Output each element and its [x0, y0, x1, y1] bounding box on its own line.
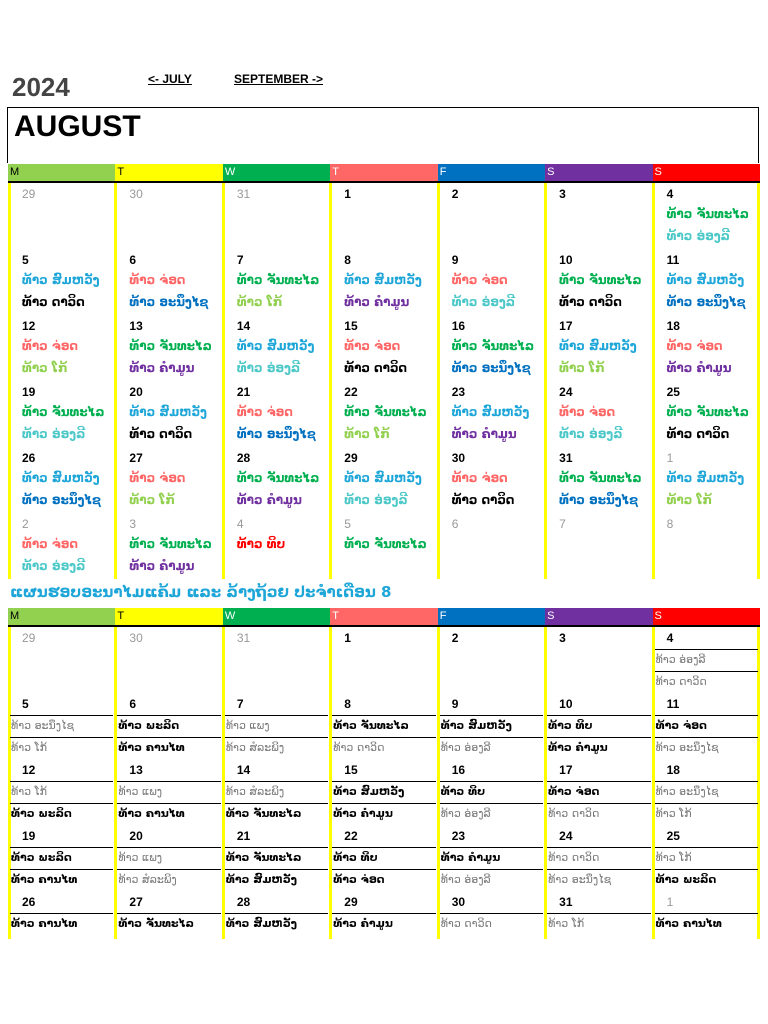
cal1-assignee: ທ້າວ ຈ່ອດ [22, 339, 78, 353]
cal1-day-number: 1 [666, 451, 674, 465]
cal1-day-number: 21 [236, 385, 251, 399]
cal2-assignee: ທ້າວ ສໍລະພິງ [117, 869, 220, 891]
cal2-assignee: ທ້າວ ພະລິດ [10, 847, 113, 869]
cal2-day-number: 25 [666, 829, 680, 843]
cal2-day-number: 5 [22, 697, 29, 711]
cal2-weekday-2: W [223, 608, 330, 625]
cal1-assignee: ທ້າວ ສົມຫວັງ [236, 339, 315, 353]
cal2-day-number: 27 [129, 895, 143, 909]
cal1-assignee: ທ້າວ ຈ່ອດ [451, 471, 508, 485]
cal2-assignee: ທ້າວ ດາວິດ [440, 913, 543, 935]
cal1-assignee: ທ້າວ ຈ່ອດ [129, 273, 186, 287]
cal2-assignee: ທ້າວ ສົມຫວັງ [225, 913, 328, 935]
cal2-day-number: 26 [22, 895, 36, 909]
cal2-day-number: 14 [236, 763, 251, 777]
cal2-day-number: 7 [236, 697, 244, 711]
cal1-weekday-4: F [438, 164, 545, 181]
cal1-assignee: ທ້າວ ອະນຶງໄຊ [236, 427, 316, 441]
cal2-assignee: ທ້າວ ອ່ອງລີ [440, 803, 543, 825]
cal1-assignee: ທ້າວ ດາວິດ [344, 361, 407, 375]
cal2-day-number: 11 [666, 697, 680, 711]
cal1-assignee: ທ້າວ ສົມຫວັງ [666, 471, 745, 485]
cal1-assignee: ທ້າວ ຈັນທະໄລ [451, 339, 535, 353]
cal1-day-number: 17 [559, 319, 573, 333]
cal1-assignee: ທ້າວ ຈັນທະໄລ [236, 471, 320, 485]
cal1-day-number: 8 [666, 517, 674, 531]
cal2-assignee: ທ້າວ ແພງ [117, 847, 220, 869]
cal1-assignee: ທ້າວ ອ່ອງລີ [451, 295, 516, 309]
cal2-assignee: ທ້າວ ໂກ້ [655, 847, 758, 869]
cal1-day-number: 28 [236, 451, 251, 465]
cal1-assignee: ທ້າວ ທິບ [236, 537, 286, 551]
cal2-day-number: 13 [129, 763, 143, 777]
cal2-weekday-6: S [653, 608, 760, 625]
cal1-assignee: ທ້າວ ຈ່ອດ [129, 471, 186, 485]
cal2-day-number: 4 [666, 631, 674, 645]
cal2-assignee: ທ້າວ ຄຳມູນ [332, 803, 435, 825]
cal2-assignee: ທ້າວ ຄຳມູນ [332, 913, 435, 935]
cal1-assignee: ທ້າວ ຄຳມູນ [344, 295, 410, 309]
cal1-day-number: 19 [22, 385, 36, 399]
cal2-day-number: 21 [236, 829, 251, 843]
cal1-assignee: ທ້າວ ຄຳມູນ [236, 493, 302, 507]
cal1-day-number: 16 [451, 319, 466, 333]
cal2-assignee: ທ້າວ ສົມຫວັງ [225, 869, 328, 891]
cal2-day-number: 3 [559, 631, 566, 645]
cal1-column-divider [757, 183, 760, 579]
cal1-assignee: ທ້າວ ອ່ອງລີ [236, 361, 301, 375]
cal2-assignee: ທ້າວ ຈັນທະໄລ [332, 715, 435, 737]
cal1-assignee: ທ້າວ ອະນຶງໄຊ [129, 295, 209, 309]
cal2-assignee: ທ້າວ ຄານໄທ [117, 803, 220, 825]
cal2-day-number: 12 [22, 763, 36, 777]
cal2-assignee: ທ້າວ ດາວິດ [655, 671, 758, 693]
cal1-column-divider [544, 183, 547, 579]
cal2-assignee: ທ້າວ ຈ່ອດ [332, 869, 435, 891]
cal2-assignee: ທ້າວ ດາວິດ [332, 737, 435, 759]
cal1-day-number: 26 [22, 451, 36, 465]
cal1-assignee: ທ້າວ ຄຳມູນ [666, 361, 732, 375]
cal2-assignee: ທ້າວ ຄານໄທ [655, 913, 758, 935]
cal2-assignee: ທ້າວ ສົມຫວັງ [332, 781, 435, 803]
cal1-weekday-0: M [8, 164, 115, 181]
cal1-assignee: ທ້າວ ສົມຫວັງ [129, 405, 208, 419]
cal2-weekday-4: F [438, 608, 545, 625]
cal1-day-number: 12 [22, 319, 36, 333]
cal1-assignee: ທ້າວ ສົມຫວັງ [666, 273, 745, 287]
cal1-day-number: 7 [236, 253, 244, 267]
cal2-day-number: 31 [236, 631, 251, 645]
cal1-weekday-3: T [330, 164, 437, 181]
cal2-assignee: ທ້າວ ແພງ [225, 715, 328, 737]
cal1-day-number: 6 [451, 517, 459, 531]
cal1-day-number: 3 [559, 187, 566, 201]
cal1-day-number: 8 [344, 253, 351, 267]
cal2-assignee: ທ້າວ ອ່ອງລີ [440, 869, 543, 891]
cal1-day-number: 4 [666, 187, 674, 201]
cal2-day-number: 8 [344, 697, 351, 711]
cal1-assignee: ທ້າວ ຄຳມູນ [129, 559, 195, 573]
cal1-weekday-5: S [545, 164, 652, 181]
cal1-day-number: 18 [666, 319, 680, 333]
cal1-column-divider [329, 183, 332, 579]
cal1-assignee: ທ້າວ ຈັນທະໄລ [129, 339, 212, 353]
cal1-assignee: ທ້າວ ອ່ອງລີ [22, 427, 86, 441]
cal2-assignee: ທ້າວ ໂກ້ [655, 803, 758, 825]
cal1-day-number: 27 [129, 451, 143, 465]
cal1-day-number: 7 [559, 517, 566, 531]
cal1-assignee: ທ້າວ ດາວິດ [22, 295, 85, 309]
cal1-assignee: ທ້າວ ສົມຫວັງ [22, 471, 100, 485]
cal2-day-number: 17 [559, 763, 573, 777]
cal1-day-number: 10 [559, 253, 573, 267]
cal2-day-number: 18 [666, 763, 680, 777]
cal2-day-number: 15 [344, 763, 358, 777]
cal1-weekday-1: T [115, 164, 222, 181]
cal1-assignee: ທ້າວ ໂກ້ [559, 361, 605, 375]
cal2-assignee: ທ້າວ ອ່ອງລີ [655, 649, 758, 671]
cal1-day-number: 6 [129, 253, 137, 267]
cal1-day-number: 2 [22, 517, 29, 531]
cal2-assignee: ທ້າວ ຄານໄທ [10, 913, 113, 935]
cal1-assignee: ທ້າວ ອ່ອງລີ [559, 427, 623, 441]
cal1-day-number: 4 [236, 517, 244, 531]
weekday-header-2 [8, 608, 760, 627]
cal1-day-number: 5 [22, 253, 29, 267]
next-month-link[interactable]: SEPTEMBER -> [234, 72, 324, 86]
cal1-assignee: ທ້າວ ອະນຶງໄຊ [559, 493, 639, 507]
cal1-day-number: 2 [451, 187, 459, 201]
cal1-day-number: 13 [129, 319, 143, 333]
cal1-assignee: ທ້າວ ຈັນທະໄລ [22, 405, 105, 419]
cal1-assignee: ທ້າວ ສົມຫວັງ [344, 471, 422, 485]
cal1-assignee: ທ້າວ ຄຳມູນ [129, 361, 195, 375]
cal2-assignee: ທ້າວ ໂກ້ [547, 913, 650, 935]
cal2-assignee: ທ້າວ ຄານໄທ [117, 737, 220, 759]
cal2-weekday-1: T [115, 608, 222, 625]
cal2-assignee: ທ້າວ ອະນຶງໄຊ [655, 781, 758, 803]
cal2-assignee: ທ້າວ ສໍລະພິງ [225, 781, 328, 803]
cal1-assignee: ທ້າວ ຈ່ອດ [22, 537, 78, 551]
cal1-assignee: ທ້າວ ຈ່ອດ [559, 405, 616, 419]
cal1-day-number: 30 [451, 451, 466, 465]
cal2-day-number: 19 [22, 829, 36, 843]
cal1-day-number: 31 [236, 187, 251, 201]
cal2-assignee: ທ້າວ ສໍລະພິງ [225, 737, 328, 759]
cal2-day-number: 16 [451, 763, 466, 777]
cal2-assignee: ທ້າວ ພະລິດ [655, 869, 758, 891]
cal2-assignee: ທ້າວ ຈັນທະໄລ [117, 913, 220, 935]
cal1-day-number: 31 [559, 451, 573, 465]
cal1-assignee: ທ້າວ ໂກ້ [344, 427, 390, 441]
cal2-day-number: 1 [344, 631, 351, 645]
cal1-assignee: ທ້າວ ຈ່ອດ [666, 339, 723, 353]
cal1-day-number: 29 [22, 187, 36, 201]
calendar-grid-1 [8, 183, 760, 579]
cal1-assignee: ທ້າວ ສົມຫວັງ [344, 273, 422, 287]
cal1-assignee: ທ້າວ ອ່ອງລີ [344, 493, 408, 507]
cal1-day-number: 23 [451, 385, 466, 399]
cal2-weekday-3: T [330, 608, 437, 625]
cal1-assignee: ທ້າວ ຈັນທະໄລ [559, 273, 642, 287]
cal1-assignee: ທ້າວ ຈ່ອດ [236, 405, 293, 419]
cal2-assignee: ທ້າວ ຄຳມູນ [547, 737, 650, 759]
cal1-assignee: ທ້າວ ສົມຫວັງ [451, 405, 530, 419]
cal1-day-number: 24 [559, 385, 573, 399]
cal1-column-divider [652, 183, 655, 579]
cal2-assignee: ທ້າວ ຈັນທະໄລ [225, 847, 328, 869]
cal2-day-number: 30 [129, 631, 143, 645]
cal1-assignee: ທ້າວ ອ່ອງລີ [666, 229, 730, 243]
cal2-day-number: 28 [236, 895, 251, 909]
cal1-assignee: ທ້າວ ໂກ້ [129, 493, 175, 507]
cal2-assignee: ທ້າວ ແພງ [117, 781, 220, 803]
cal1-assignee: ທ້າວ ໂກ້ [666, 493, 713, 507]
cal1-day-number: 14 [236, 319, 251, 333]
cal2-day-number: 9 [451, 697, 459, 711]
cal1-assignee: ທ້າວ ຈັນທະໄລ [559, 471, 642, 485]
cal1-column-divider [114, 183, 117, 579]
section-title: ແຜນຮອບອະນາໄມແຄ້ມ ແລະ ລ້າງຖ້ວຍ ປະຈຳເດືອນ 8 [10, 583, 392, 601]
cal2-day-number: 2 [451, 631, 459, 645]
cal1-day-number: 11 [666, 253, 680, 267]
cal1-day-number: 15 [344, 319, 358, 333]
cal2-weekday-0: M [8, 608, 115, 625]
cal1-assignee: ທ້າວ ຈັນທະໄລ [666, 405, 750, 419]
cal2-assignee: ທ້າວ ຈ່ອດ [547, 781, 650, 803]
cal2-day-number: 23 [451, 829, 466, 843]
cal1-assignee: ທ້າວ ໂກ້ [236, 295, 283, 309]
cal1-assignee: ທ້າວ ຈ່ອດ [344, 339, 401, 353]
cal2-day-number: 22 [344, 829, 358, 843]
cal1-assignee: ທ້າວ ຈັນທະໄລ [344, 405, 427, 419]
month-header [7, 107, 759, 163]
cal1-assignee: ທ້າວ ດາວິດ [451, 493, 515, 507]
cal2-assignee: ທ້າວ ອະນຶງໄຊ [547, 869, 650, 891]
cal1-assignee: ທ້າວ ອະນຶງໄຊ [22, 493, 101, 507]
cal2-assignee: ທ້າວ ພະລິດ [10, 803, 113, 825]
cal2-day-number: 10 [559, 697, 573, 711]
cal1-column-divider [437, 183, 440, 579]
cal1-assignee: ທ້າວ ຈັນທະໄລ [129, 537, 212, 551]
cal1-assignee: ທ້າວ ດາວິດ [559, 295, 622, 309]
cal1-assignee: ທ້າວ ສົມຫວັງ [559, 339, 637, 353]
cal1-assignee: ທ້າວ ດາວິດ [129, 427, 193, 441]
cal1-day-number: 30 [129, 187, 143, 201]
cal1-assignee: ທ້າວ ຈ່ອດ [451, 273, 508, 287]
cal2-day-number: 31 [559, 895, 573, 909]
cal2-assignee: ທ້າວ ຄານໄທ [10, 869, 113, 891]
cal2-day-number: 29 [344, 895, 358, 909]
cal2-assignee: ທ້າວ ຈ່ອດ [655, 715, 758, 737]
cal2-assignee: ທ້າວ ທິບ [440, 781, 543, 803]
cal1-day-number: 5 [344, 517, 351, 531]
cal1-day-number: 3 [129, 517, 137, 531]
cal2-assignee: ທ້າວ ພະລິດ [117, 715, 220, 737]
cal2-assignee: ທ້າວ ຈັນທະໄລ [225, 803, 328, 825]
cal1-assignee: ທ້າວ ຈັນທະໄລ [236, 273, 320, 287]
cal1-assignee: ທ້າວ ສົມຫວັງ [22, 273, 100, 287]
cal1-day-number: 22 [344, 385, 358, 399]
year-label: 2024 [12, 72, 70, 102]
cal2-assignee: ທ້າວ ອ່ອງລີ [440, 737, 543, 759]
cal1-weekday-2: W [223, 164, 330, 181]
cal2-assignee: ທ້າວ ດາວິດ [547, 803, 650, 825]
cal2-assignee: ທ້າວ ທິບ [547, 715, 650, 737]
cal2-day-number: 1 [666, 895, 674, 909]
cal2-day-number: 30 [451, 895, 466, 909]
cal1-assignee: ທ້າວ ໂກ້ [22, 361, 68, 375]
cal1-assignee: ທ້າວ ດາວິດ [666, 427, 730, 441]
cal1-assignee: ທ້າວ ຄຳມູນ [451, 427, 517, 441]
cal2-assignee: ທ້າວ ອະນຶງໄຊ [10, 715, 113, 737]
cal2-day-number: 29 [22, 631, 36, 645]
cal2-day-number: 6 [129, 697, 137, 711]
cal1-assignee: ທ້າວ ຈັນທະໄລ [344, 537, 427, 551]
cal2-assignee: ທ້າວ ທິບ [332, 847, 435, 869]
cal1-day-number: 25 [666, 385, 680, 399]
cal1-day-number: 29 [344, 451, 358, 465]
cal1-column-divider [222, 183, 225, 579]
cal1-column-divider [8, 183, 11, 579]
cal2-assignee: ທ້າວ ດາວິດ [547, 847, 650, 869]
cal2-assignee: ທ້າວ ສົມຫວັງ [440, 715, 543, 737]
cal1-day-number: 20 [129, 385, 143, 399]
cal2-assignee: ທ້າວ ໂກ້ [10, 781, 113, 803]
cal1-weekday-6: S [653, 164, 760, 181]
cal2-day-number: 24 [559, 829, 573, 843]
cal2-assignee: ທ້າວ ຄຳມູນ [440, 847, 543, 869]
weekday-header-1 [8, 164, 760, 183]
cal2-day-number: 20 [129, 829, 143, 843]
month-title: AUGUST [14, 110, 141, 143]
cal2-assignee: ທ້າວ ອະນຶງໄຊ [655, 737, 758, 759]
cal2-assignee: ທ້າວ ໂກ້ [10, 737, 113, 759]
calendar-grid-2 [8, 627, 760, 939]
cal2-weekday-5: S [545, 608, 652, 625]
cal1-assignee: ທ້າວ ຈັນທະໄລ [666, 207, 750, 221]
cal1-assignee: ທ້າວ ອ່ອງລີ [22, 559, 86, 573]
prev-month-link[interactable]: <- JULY [148, 72, 192, 86]
cal1-day-number: 1 [344, 187, 351, 201]
cal1-assignee: ທ້າວ ອະນຶງໄຊ [666, 295, 746, 309]
cal1-day-number: 9 [451, 253, 459, 267]
cal1-assignee: ທ້າວ ອະນຶງໄຊ [451, 361, 531, 375]
